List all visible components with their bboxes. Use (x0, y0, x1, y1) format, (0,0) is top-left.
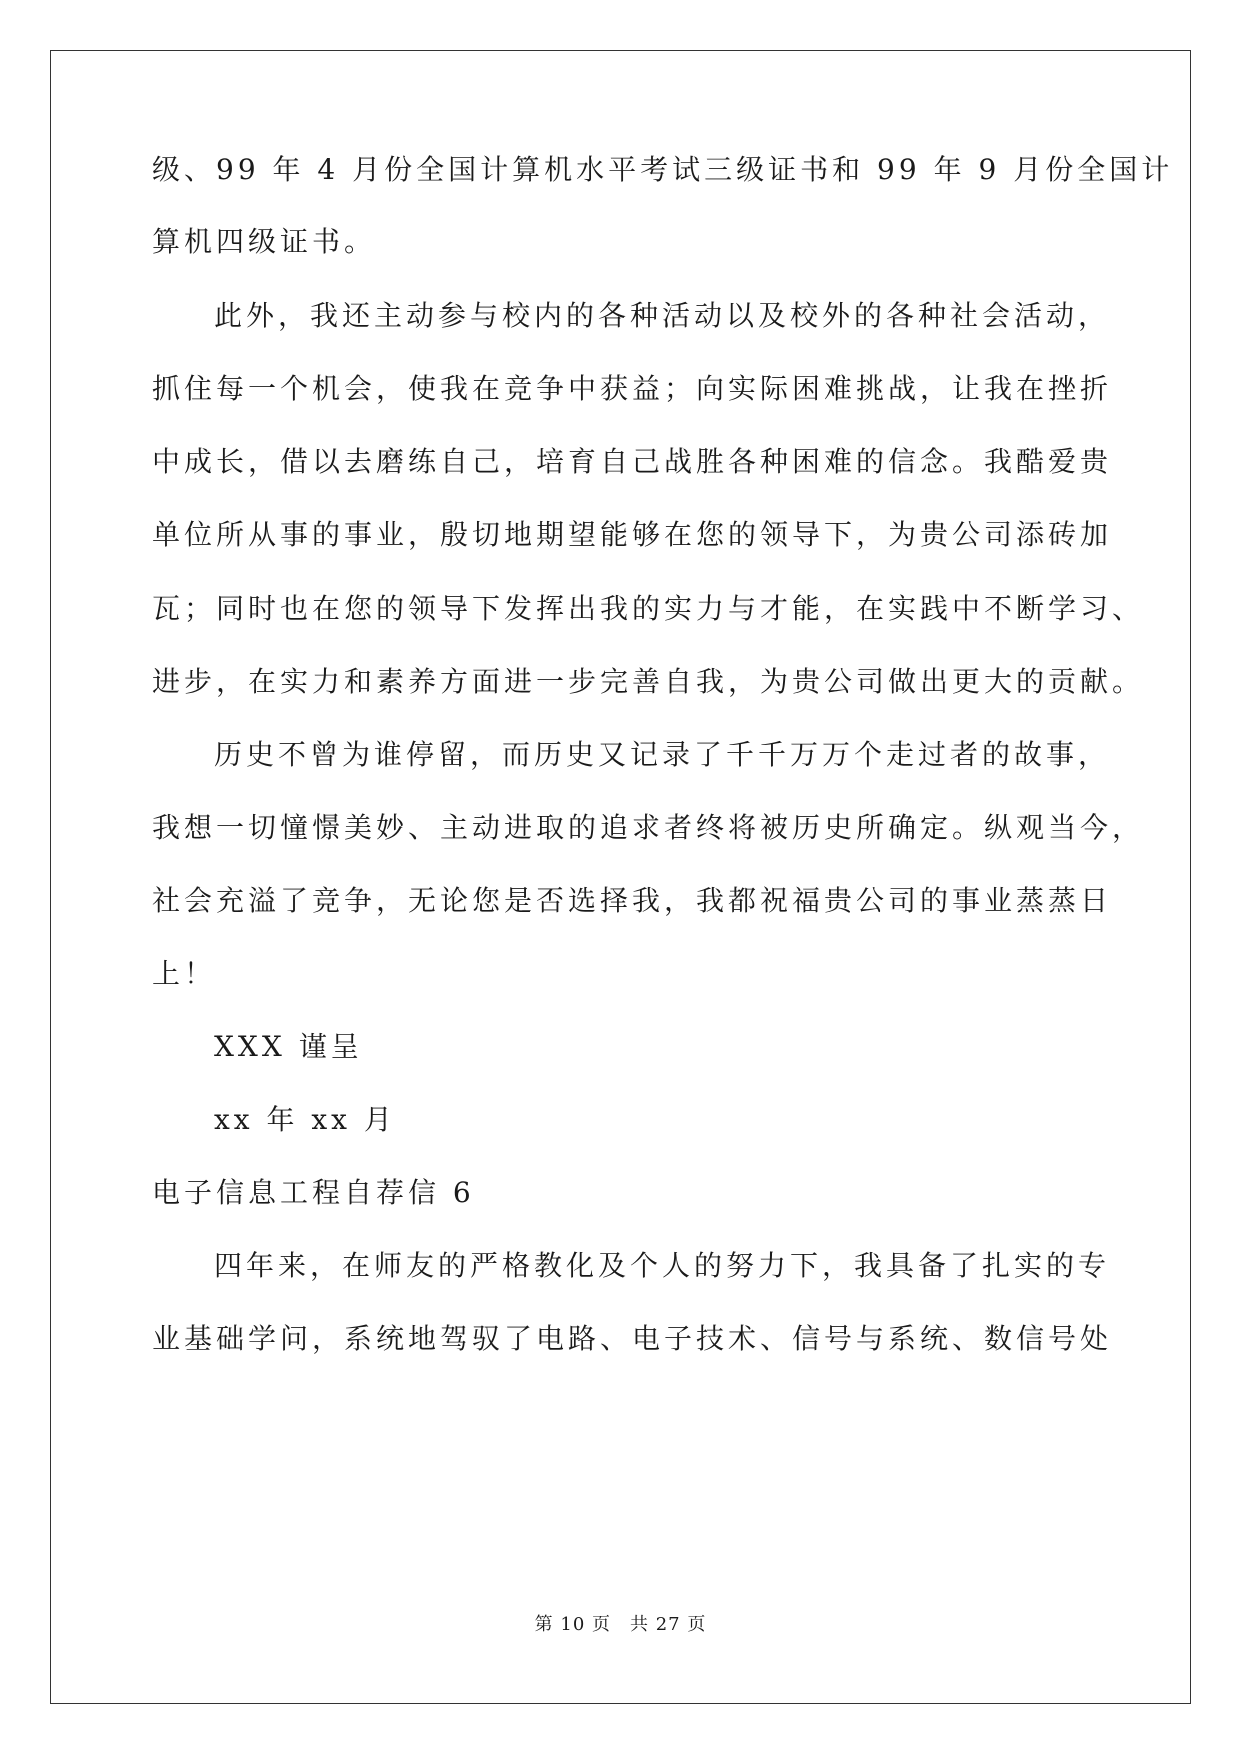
date-line: xx 年 xx 月 (214, 1103, 396, 1136)
body-line: 业基础学问，系统地驾驭了电路、电子技术、信号与系统、数信号处 (152, 1322, 1113, 1355)
body-line: 中成长，借以去磨练自己，培育自己战胜各种困难的信念。我酷爱贵 (152, 445, 1113, 478)
body-line: 级、99 年 4 月份全国计算机水平考试三级证书和 99 年 9 月份全国计 (152, 153, 1174, 186)
body-line: 算机四级证书。 (152, 225, 377, 258)
page-number-footer: 第 10 页 共 27 页 (534, 1614, 707, 1635)
section-title: 电子信息工程自荐信 6 (152, 1176, 475, 1209)
body-line: 单位所从事的事业，殷切地期望能够在您的领导下，为贵公司添砖加 (152, 518, 1113, 551)
body-line: 社会充溢了竞争，无论您是否选择我，我都祝福贵公司的事业蒸蒸日 (152, 884, 1113, 917)
signature-line: XXX 谨呈 (214, 1030, 363, 1063)
body-line: 进步，在实力和素养方面进一步完善自我，为贵公司做出更大的贡献。 (152, 665, 1145, 698)
body-line: 抓住每一个机会，使我在竞争中获益；向实际困难挑战，让我在挫折 (152, 372, 1113, 405)
paragraph-start-line: 此外，我还主动参与校内的各种活动以及校外的各种社会活动， (214, 299, 1111, 332)
paragraph-start-line: 历史不曾为谁停留，而历史又记录了千千万万个走过者的故事， (214, 738, 1111, 771)
body-line: 上！ (152, 957, 217, 990)
body-line: 瓦；同时也在您的领导下发挥出我的实力与才能，在实践中不断学习、 (152, 592, 1145, 625)
body-line: 我想一切憧憬美妙、主动进取的追求者终将被历史所确定。纵观当今， (152, 811, 1145, 844)
paragraph-start-line: 四年来，在师友的严格教化及个人的努力下，我具备了扎实的专 (214, 1249, 1111, 1282)
